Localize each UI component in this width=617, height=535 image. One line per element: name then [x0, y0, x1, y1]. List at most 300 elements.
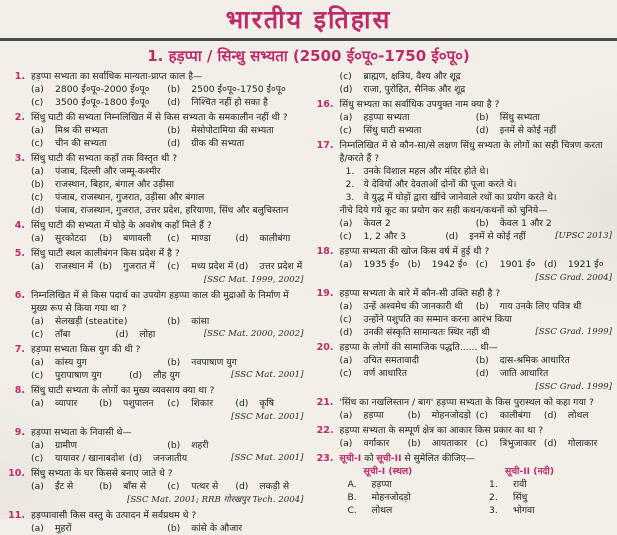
question-text: निम्नलिखित में से किस पदार्थ का उपयोग हड़प्पा काल की मुद्राओं के निर्माण में मुख्य रूप से किया गया था ?	[31, 290, 289, 314]
question	[5, 152, 304, 217]
question-body	[31, 70, 304, 109]
option-text: शिकार	[191, 398, 214, 409]
question-number	[314, 70, 334, 96]
option-label: (c)	[475, 259, 488, 270]
option	[235, 480, 303, 493]
option-text: मुहरों	[55, 523, 72, 534]
option-label: (d)	[167, 138, 181, 149]
option-label: (b)	[99, 481, 113, 492]
option-text: कालीबंगा	[259, 233, 291, 244]
option-text: हड़प्पा	[363, 410, 384, 421]
question	[314, 98, 613, 137]
statement-text: वे युद्ध में घोड़ों द्वारा खींचे जानेवाले रथों का प्रयोग करते थे।	[363, 192, 557, 203]
option-label: (d)	[115, 329, 129, 340]
option-row	[31, 356, 304, 369]
option	[99, 480, 167, 493]
option-text: इनमें से कोई नहीं	[469, 231, 526, 242]
option	[340, 258, 408, 271]
option-text: राजा, पुरोहित, सैनिक और शूद्र	[363, 84, 466, 95]
question-body	[31, 343, 304, 382]
option	[31, 480, 99, 493]
question	[314, 396, 613, 422]
option-label: (b)	[167, 440, 181, 451]
question-number: 20.	[316, 342, 334, 353]
option-label: (d)	[339, 84, 353, 95]
option-text: शहरी	[191, 440, 209, 451]
option	[476, 437, 544, 450]
option-text: पंजाब, दिल्ली और जम्मू-कश्मीर	[55, 166, 161, 177]
option-label: (a)	[339, 301, 353, 312]
option-label: (b)	[167, 523, 181, 534]
option-text: दास-श्रमिक आधारित	[499, 355, 570, 366]
two-column-question-area	[0, 70, 617, 534]
option-text: हड़प्पा सभ्यता	[363, 112, 410, 123]
option-text: कांसा	[191, 316, 210, 327]
option-text: निश्चित नहीं हो सका है	[191, 97, 268, 108]
option-label: (b)	[475, 301, 489, 312]
option-text: उन्होंने पशुपति का सम्मान करना आरंभ किया	[363, 314, 512, 325]
option	[99, 397, 167, 410]
option	[167, 260, 235, 273]
question	[314, 452, 613, 517]
option-label: (d)	[31, 205, 45, 216]
option	[476, 258, 544, 271]
question-body	[31, 384, 304, 424]
option-label: (b)	[407, 438, 421, 449]
option	[31, 397, 99, 410]
match-item-text: रावी	[512, 479, 527, 490]
option-row	[31, 315, 304, 328]
statement-number: 3.	[345, 192, 355, 203]
option	[167, 83, 303, 96]
option-text: सुरकोटदा	[55, 233, 87, 244]
option-text: उन्हें अश्वमेध की जानकारी थी	[363, 301, 463, 312]
question-text: हड़प्पा सभ्यता का सर्वाधिक मान्यता-प्राप्त काल है—	[31, 71, 203, 82]
option-text: केवल 1 और 2	[499, 218, 552, 229]
exam-tag-line	[31, 493, 304, 507]
exam-tag: [SSC Mat. 2001; RRB गोरखपुर Tech. 2004]	[126, 495, 304, 505]
option-text: उचित समतावादी	[363, 355, 419, 366]
question-number: 3.	[14, 153, 25, 164]
option-text: ग्रामीण	[55, 440, 78, 451]
question-text: हड़प्पा सभ्यता के सम्पूर्ण क्षेत्र का आकार किस प्रकार का था ?	[339, 425, 544, 436]
question-body	[340, 424, 613, 450]
statement-number: 2.	[345, 179, 355, 190]
option-text: व्यापार	[55, 398, 78, 409]
match-item-key: 3.	[488, 505, 498, 516]
option-text: 2800 ई०पू०-2000 ई०पू०	[55, 84, 150, 95]
option	[340, 230, 446, 243]
option-label: (c)	[167, 233, 180, 244]
question-number: 8.	[14, 385, 25, 396]
option-label: (b)	[167, 357, 181, 368]
statement	[340, 165, 613, 178]
match-list-2	[489, 465, 612, 517]
option-label: (b)	[475, 218, 489, 229]
option	[408, 437, 476, 450]
option-text: लोहा	[139, 329, 156, 340]
option-text: उनकी संस्कृति सामान्यतः स्थिर नहीं थी	[363, 327, 490, 338]
statement-text: ये देवियों और देवताओं दोनों की पूजा करते थे।	[363, 179, 517, 190]
question-text	[340, 452, 613, 465]
option-text: ग्रीक की सभ्यता	[191, 138, 245, 149]
match-item-text: भोगवा	[512, 505, 535, 516]
option	[476, 409, 544, 422]
option-row	[340, 230, 613, 243]
option-row	[340, 354, 613, 367]
option	[31, 522, 167, 534]
option-label: (b)	[167, 316, 181, 327]
exam-tag: [SSC Mat. 2000, 2002]	[203, 329, 304, 339]
option-label: (a)	[31, 166, 44, 177]
option-text: पत्थर से	[191, 481, 219, 492]
option-label: (b)	[99, 261, 113, 272]
question-body	[31, 111, 304, 150]
option-label: (c)	[475, 438, 488, 449]
question-body	[340, 139, 613, 243]
question-body	[31, 467, 304, 507]
option-label: (a)	[31, 357, 44, 368]
exam-tag-line	[340, 271, 613, 285]
option-text: बणावली	[123, 233, 152, 244]
exam-tag: [UPSC 2013]	[555, 231, 612, 241]
option	[31, 452, 129, 465]
option-text: सिंधु घाटी सभ्यता	[363, 125, 422, 136]
option-label: (c)	[339, 368, 352, 379]
option-text: 1921 ई०	[567, 259, 604, 270]
option-label: (c)	[167, 481, 180, 492]
option	[408, 258, 476, 271]
option	[340, 124, 476, 137]
option-text: पुरापाषाण युग	[55, 370, 102, 381]
option-label: (a)	[339, 410, 353, 421]
option-row	[340, 124, 613, 137]
list-reference: सूची-II	[376, 453, 402, 464]
match-item-key: A.	[347, 479, 357, 490]
option	[476, 354, 612, 367]
option-label: (c)	[31, 370, 44, 381]
option	[167, 439, 303, 452]
option-row	[31, 397, 304, 410]
option-text: वर्ण आधारित	[363, 368, 407, 379]
option	[167, 397, 235, 410]
option-text: उत्तर प्रदेश में	[259, 261, 303, 272]
question	[314, 139, 613, 243]
question-text: हड़प्पा सभ्यता के बारे में कौन-सी उक्ति सही है ?	[339, 288, 501, 299]
option-label: (b)	[167, 125, 181, 136]
match-item-key: B.	[347, 492, 357, 503]
option-text: 1, 2 और 3	[363, 231, 406, 242]
option-label: (a)	[31, 125, 44, 136]
option-text: त्रिभुजाकार	[499, 438, 537, 449]
option	[340, 367, 476, 380]
option-label: (d)	[167, 97, 181, 108]
option-label: (c)	[31, 97, 44, 108]
option-row	[31, 137, 304, 150]
option-row	[31, 369, 304, 382]
question	[5, 426, 304, 465]
option-row	[340, 217, 613, 230]
option-row	[340, 313, 613, 326]
option-label: (c)	[31, 192, 44, 203]
question-number: 2.	[14, 112, 25, 123]
question-body	[340, 245, 613, 285]
option-label: (a)	[31, 440, 44, 451]
question-number: 9.	[14, 427, 25, 438]
option-row	[340, 111, 613, 124]
question-body	[31, 152, 304, 217]
option-text: पंजाब, राजस्थान, गुजरात, उत्तर प्रदेश, हरियाणा, सिंध और बलुचिस्तान	[55, 205, 289, 216]
match-item	[489, 478, 612, 491]
page-header	[0, 0, 617, 41]
statements-note: नीचे दिये गये कूट का प्रयोग कर सही कथन/कथनों को चुनिये—	[339, 205, 548, 216]
option-text: कृषि	[259, 398, 275, 409]
match-item-text: लोथल	[371, 505, 393, 516]
option-label: (c)	[339, 125, 352, 136]
question-number: 22.	[316, 425, 334, 436]
option	[31, 315, 167, 328]
option	[408, 409, 476, 422]
option-text: राजस्थान में	[55, 261, 94, 272]
question-body	[340, 452, 613, 517]
option-text: पंजाब, राजस्थान, गुजरात, उड़ीसा और बंगाल	[55, 192, 205, 203]
match-item	[489, 504, 612, 517]
question-text: सिंधु घाटी की सभ्यता कहाँ तक विस्तृत थी ?	[31, 153, 178, 164]
option-row	[31, 83, 304, 96]
option-label: (a)	[31, 481, 44, 492]
exam-tag: [SSC Mat. 2001]	[231, 453, 304, 463]
option-text: गोलाकार	[567, 438, 598, 449]
option-label: (b)	[407, 410, 421, 421]
option	[340, 70, 613, 83]
exam-tag-line	[31, 410, 304, 424]
option	[445, 230, 551, 243]
question-body	[31, 426, 304, 465]
exam-tag-line	[340, 380, 613, 394]
question	[5, 343, 304, 382]
option	[31, 260, 99, 273]
option-row	[31, 328, 304, 341]
option-text: जनजातीय	[153, 453, 188, 464]
option	[476, 111, 612, 124]
option-row	[31, 165, 304, 178]
exam-tag: [SSC Mat. 2001]	[231, 370, 304, 380]
option	[31, 232, 99, 245]
question-body	[340, 287, 613, 339]
option-text: राजस्थान, बिहार, बंगाल और उड़ीसा	[55, 179, 174, 190]
question-number: 10.	[8, 468, 25, 479]
option	[31, 204, 304, 217]
question-text: हड़प्पावासी किस वस्तु के उत्पादन में सर्वप्रथम थे ?	[31, 510, 197, 521]
question-body	[340, 70, 613, 96]
question	[5, 289, 304, 341]
option-text: सेलखड़ी (steatite)	[55, 316, 128, 327]
option	[31, 165, 304, 178]
statement	[340, 178, 613, 191]
option-label: (d)	[235, 398, 249, 409]
question-text: हड़प्पा सभ्यता के निवासी थे—	[31, 427, 132, 438]
option	[167, 137, 303, 150]
option	[167, 124, 303, 137]
match-item	[348, 478, 489, 491]
option-row	[340, 300, 613, 313]
option	[340, 217, 476, 230]
option-text: बाँस से	[123, 481, 147, 492]
option	[99, 232, 167, 245]
option-row	[340, 326, 613, 339]
option	[31, 356, 167, 369]
option	[129, 452, 227, 465]
question-text: निम्नलिखित में से कौन-सा/से लक्षण सिंधु सभ्यता के लोगों का सही चित्रण करता है/करते हैं ?	[339, 140, 603, 164]
option-label: (a)	[31, 84, 44, 95]
match-item-key: C.	[347, 505, 357, 516]
option-label: (b)	[99, 398, 113, 409]
option-label: (d)	[339, 327, 353, 338]
option-label: (a)	[339, 355, 353, 366]
option	[340, 409, 408, 422]
question-number: 4.	[14, 220, 25, 231]
option-label: (d)	[475, 125, 489, 136]
option-label: (b)	[407, 259, 421, 270]
question	[5, 70, 304, 109]
question	[314, 287, 613, 339]
question	[5, 467, 304, 507]
option-text: पशुपालन	[123, 398, 154, 409]
option-row	[340, 83, 613, 96]
option	[544, 437, 612, 450]
option-label: (d)	[445, 231, 459, 242]
option-text: ब्राह्मण, क्षत्रिय, वैश्य और शूद्र	[363, 71, 461, 82]
option	[167, 522, 303, 534]
option-text: 1935 ई०	[363, 259, 400, 270]
option-label: (b)	[475, 355, 489, 366]
question	[314, 341, 613, 394]
option-label: (d)	[235, 233, 249, 244]
question-number: 21.	[316, 397, 334, 408]
option	[31, 96, 167, 109]
option-label: (b)	[31, 179, 45, 190]
option-row	[340, 367, 613, 380]
question-body	[340, 98, 613, 137]
question-number: 1.	[14, 71, 25, 82]
option	[476, 300, 612, 313]
option-text: गाय उनके लिए पवित्र थी	[499, 301, 582, 312]
option-row	[340, 258, 613, 271]
option	[340, 300, 476, 313]
match-item	[489, 491, 612, 504]
question-body	[31, 509, 304, 534]
option-text: आयताकार	[431, 438, 468, 449]
exam-tag: [SSC Mat. 2001]	[231, 412, 304, 422]
option	[544, 258, 612, 271]
question-body	[31, 219, 304, 245]
option	[235, 397, 303, 410]
option	[340, 326, 532, 339]
question-number: 7.	[14, 344, 25, 355]
question-text: सिंधु घाटी सभ्यता के लोगों का मुख्य व्यवसाय क्या था ?	[31, 385, 215, 396]
option	[31, 439, 167, 452]
option-row	[31, 260, 304, 273]
option-text: मध्य प्रदेश में	[191, 261, 234, 272]
question-number: 6.	[14, 290, 25, 301]
option	[235, 260, 303, 273]
question-text: हड़प्पा सभ्यता की खोज किस वर्ष में हुई थी ?	[339, 246, 490, 257]
option-label: (b)	[99, 233, 113, 244]
option-text: मिश्र की सभ्यता	[55, 125, 108, 136]
right-column	[314, 70, 613, 516]
option-row	[31, 96, 304, 109]
option-row	[31, 480, 304, 493]
question-number: 5.	[14, 248, 25, 259]
question-text: सिंधु घाटी की सभ्यता निम्नलिखित में से किस सभ्यता के समकालीन नहीं थी ?	[31, 112, 288, 123]
option-text: कांस्य युग	[55, 357, 87, 368]
option	[544, 409, 612, 422]
option-text: लौह युग	[153, 370, 180, 381]
question-text: सिंधु सभ्यता के घर किससे बनाए जाते थे ?	[31, 468, 173, 479]
option-text: यायावर / खानाबदोश	[55, 453, 125, 464]
question	[5, 384, 304, 424]
option-label: (a)	[339, 438, 353, 449]
option-row	[31, 204, 304, 217]
match-item	[348, 491, 489, 504]
option-label: (c)	[31, 138, 44, 149]
question-text: सिंधु सभ्यता का सर्वाधिक उपयुक्त नाम क्या है ?	[339, 99, 500, 110]
match-list-header: सूची-II (नदी)	[504, 466, 555, 477]
list-reference: सूची-I	[339, 453, 362, 464]
option-text: नवपाषाण युग	[191, 357, 237, 368]
option-label: (c)	[167, 398, 180, 409]
option	[167, 480, 235, 493]
option-label: (b)	[475, 112, 489, 123]
option-row	[31, 522, 304, 534]
question-body	[31, 289, 304, 341]
option-label: (d)	[543, 410, 557, 421]
option	[31, 137, 167, 150]
match-item-key: 2.	[488, 492, 498, 503]
option	[167, 315, 303, 328]
option	[340, 83, 613, 96]
option-text: केवल 2	[363, 218, 391, 229]
option-row	[340, 409, 613, 422]
option-label: (c)	[167, 261, 180, 272]
question-number: 11.	[8, 510, 25, 521]
question	[5, 219, 304, 245]
option-text: ईंट से	[55, 481, 74, 492]
question	[314, 424, 613, 450]
option-row	[340, 437, 613, 450]
option-row	[31, 178, 304, 191]
left-column	[5, 70, 304, 534]
match-item-text: हड़प्पा	[371, 479, 392, 490]
option	[167, 356, 303, 369]
option-label: (d)	[235, 261, 249, 272]
option-label: (d)	[475, 368, 489, 379]
match-list-1	[348, 465, 489, 517]
option-text: 1901 ई०	[499, 259, 536, 270]
exam-tag-line	[31, 273, 304, 287]
title-divider-rule	[0, 38, 617, 41]
option	[476, 124, 612, 137]
question-body	[340, 341, 613, 394]
option-label: (d)	[129, 453, 143, 464]
question-number: 16.	[316, 99, 334, 110]
option-label: (a)	[339, 112, 353, 123]
question	[5, 509, 304, 534]
option-text: चीन की सभ्यता	[55, 138, 107, 149]
section-heading: 1. हड़प्पा / सिन्धु सभ्यता (2500 ई०पू०-1750 ई०पू०)	[147, 47, 470, 65]
statement	[340, 191, 613, 204]
option	[167, 232, 235, 245]
